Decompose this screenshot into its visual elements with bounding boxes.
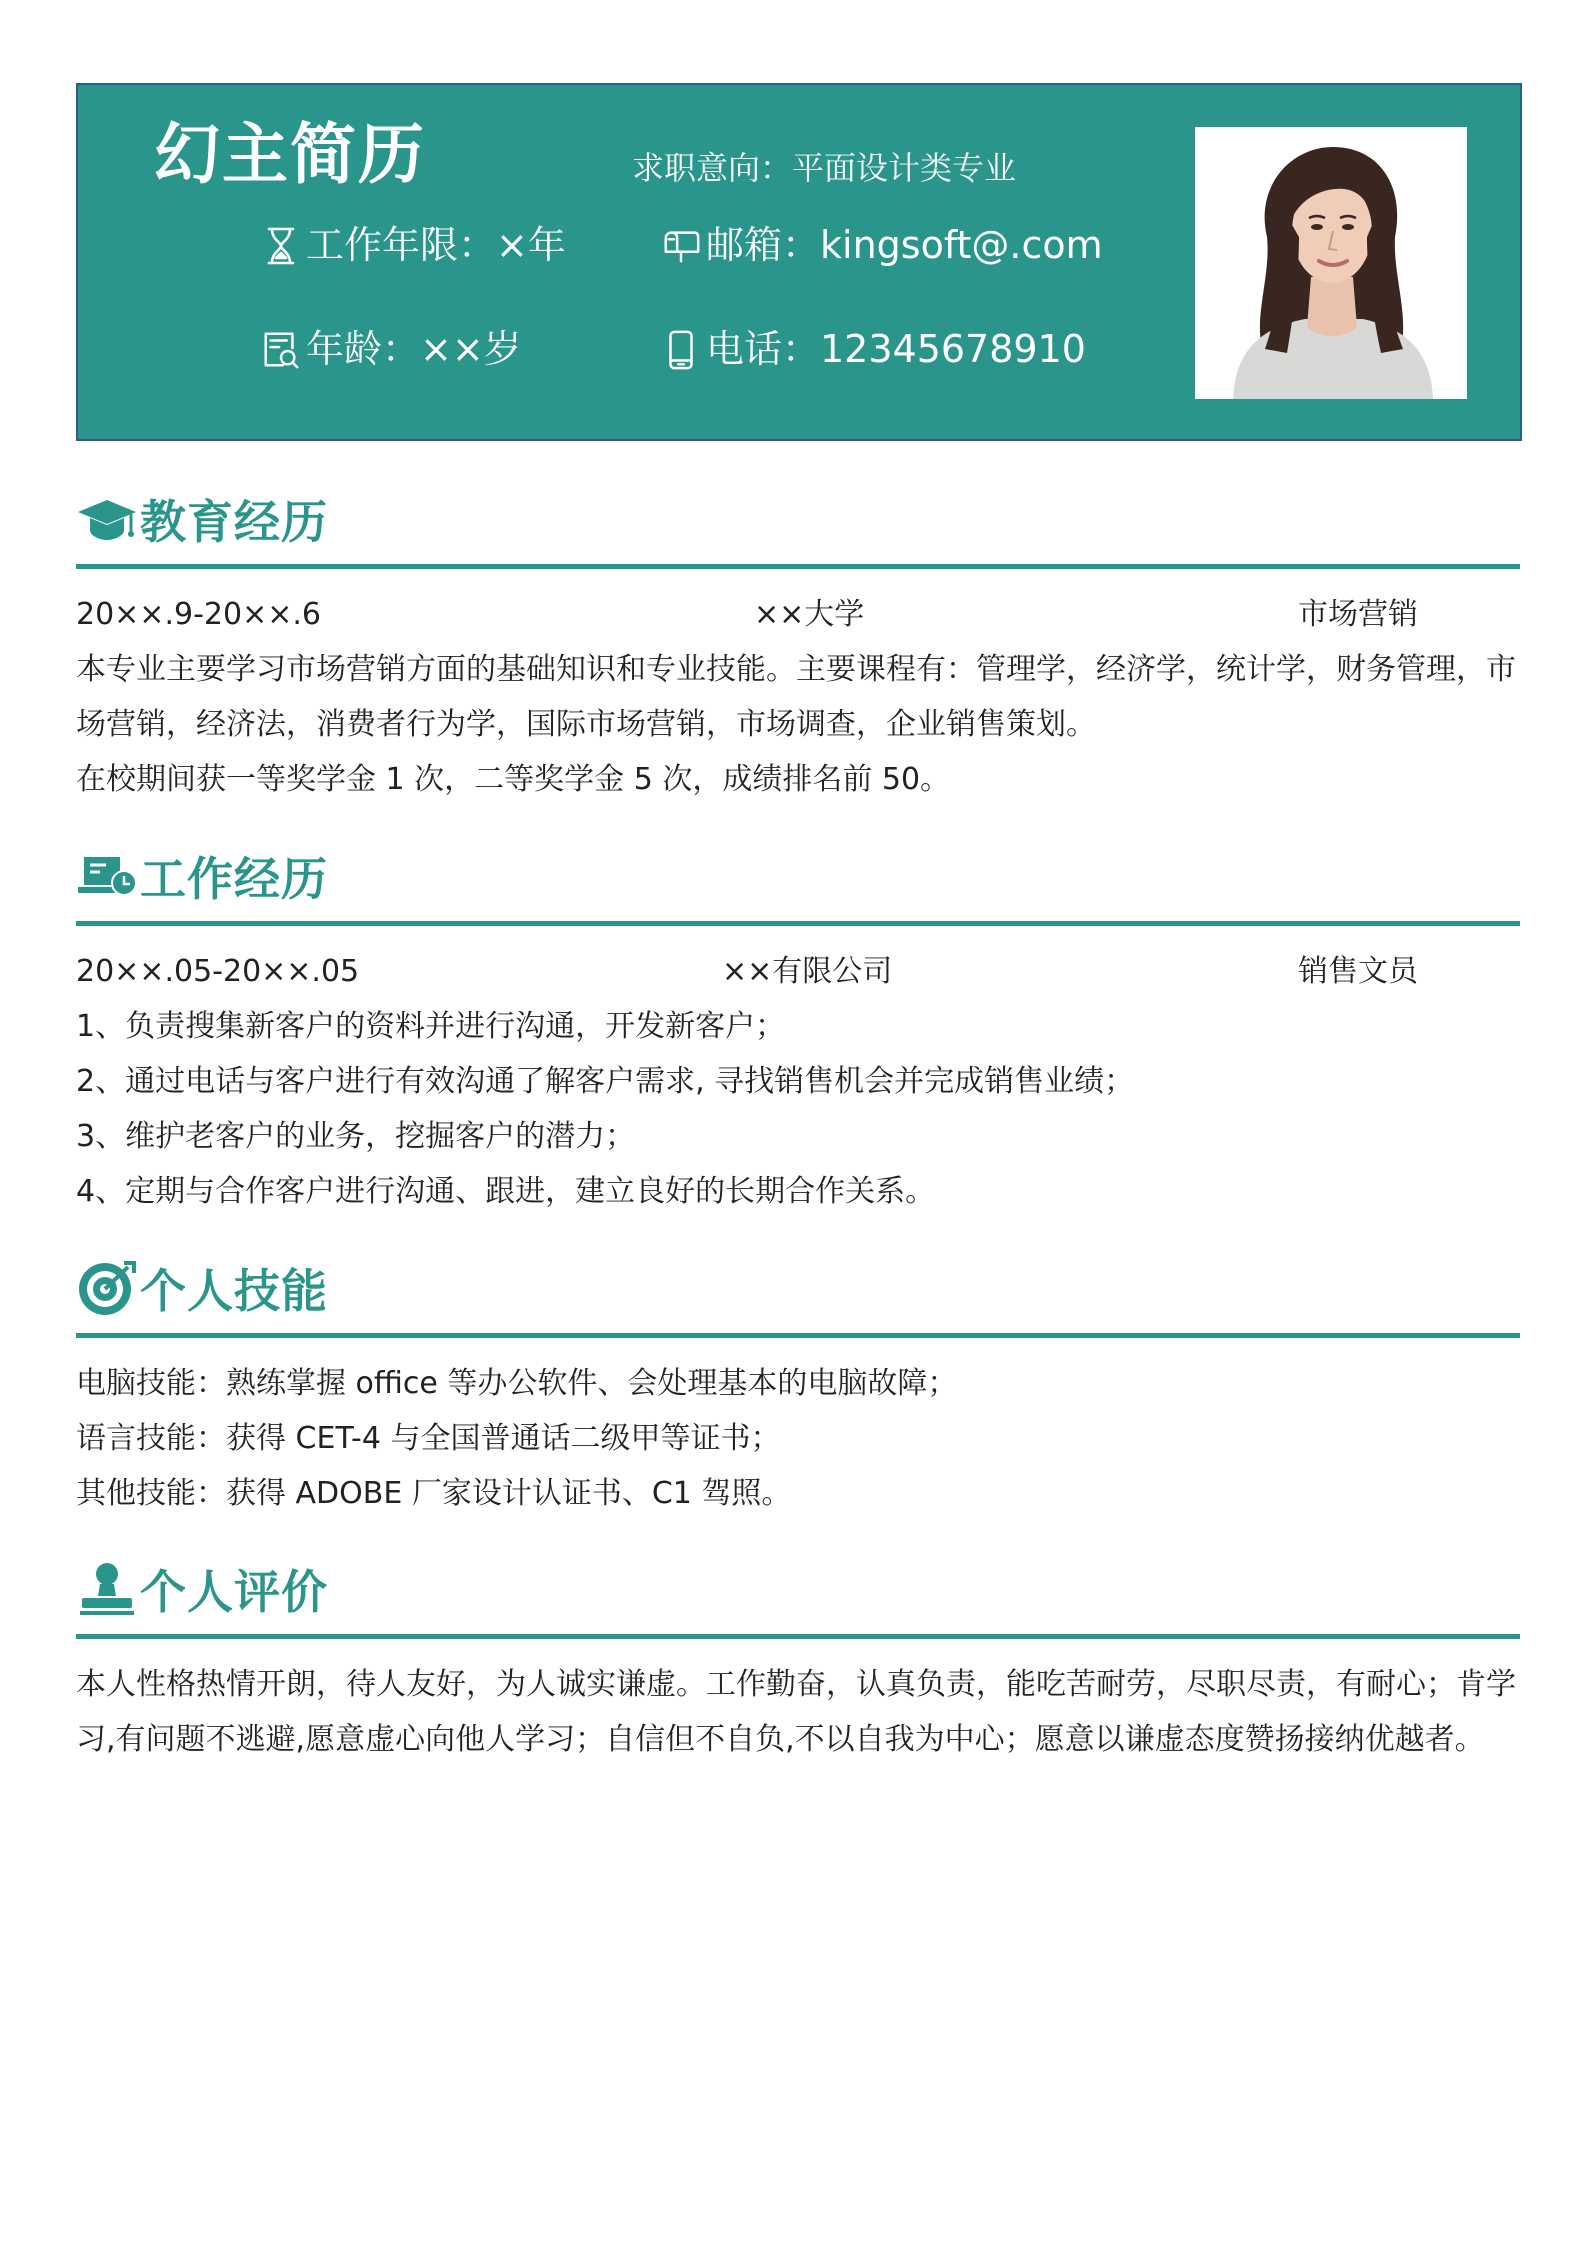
- evaluation-heading: [76, 1554, 1520, 1624]
- resume-header: [76, 83, 1522, 441]
- skill-item: 语言技能：获得 CET-4 与全国普通话二级甲等证书；: [76, 1421, 781, 1456]
- skill-item: 电脑技能：熟练掌握 office 等办公软件、会处理基本的电脑故障；: [76, 1366, 958, 1401]
- work-body: [76, 944, 1520, 1219]
- work-years-text: 工作年限：×年: [306, 223, 566, 267]
- skills-title: 个人技能: [140, 1264, 328, 1318]
- work-period: 20××.05-20××.05: [76, 954, 360, 989]
- work-position: 销售文员: [1298, 954, 1418, 989]
- education-heading: [76, 484, 1520, 554]
- skills-divider: [76, 1333, 1520, 1338]
- work-company: ××有限公司: [722, 954, 893, 989]
- email-item: [660, 223, 1103, 269]
- phone-icon: [660, 328, 702, 372]
- evaluation-text: 本人性格热情开朗，待人友好，为人诚实谦虚。工作勤奋，认真负责，能吃苦耐劳，尽职尽责，有耐心；肯学习,有问题不逃避,愿意虚心向他人学习；自信但不自负,不以自我为中心；愿意以谦虚态度赞扬接纳优越者。: [76, 1667, 1516, 1757]
- user-stamp-icon: [76, 1560, 138, 1618]
- mailbox-icon: [660, 224, 702, 268]
- profile-photo: [1195, 127, 1467, 399]
- education-awards: 在校期间获一等奖学金 1 次，二等奖学金 5 次，成绩排名前 50。: [76, 762, 951, 797]
- education-major: 市场营销: [1298, 597, 1418, 632]
- evaluation-body: [76, 1657, 1520, 1767]
- education-divider: [76, 564, 1520, 569]
- graduation-cap-icon: [76, 490, 138, 548]
- work-heading: [76, 841, 1520, 911]
- email-text: 邮箱：kingsoft@.com: [706, 223, 1103, 267]
- target-icon: [76, 1259, 138, 1317]
- age-text: 年龄：××岁: [306, 327, 522, 371]
- education-period: 20××.9-20××.6: [76, 597, 321, 632]
- skills-body: [76, 1356, 1520, 1521]
- work-divider: [76, 921, 1520, 926]
- evaluation-divider: [76, 1634, 1520, 1639]
- work-duty-item: 1、负责搜集新客户的资料并进行沟通，开发新客户；: [76, 1009, 786, 1044]
- education-summary-row: [76, 587, 1520, 642]
- job-intent: 求职意向：平面设计类专业: [632, 149, 1017, 187]
- work-summary-row: [76, 944, 1520, 999]
- education-title: 教育经历: [140, 495, 328, 549]
- resume-title: 幻主简历: [154, 116, 426, 193]
- education-body: [76, 587, 1520, 807]
- skill-item: 其他技能：获得 ADOBE 厂家设计认证书、C1 驾照。: [76, 1476, 792, 1511]
- education-school: ××大学: [754, 597, 865, 632]
- work-duty-item: 4、定期与合作客户进行沟通、跟进，建立良好的长期合作关系。: [76, 1174, 936, 1209]
- evaluation-section: [76, 1554, 1520, 1767]
- education-section: [76, 484, 1520, 807]
- work-title: 工作经历: [140, 852, 328, 906]
- id-search-icon: [260, 328, 302, 372]
- phone-text: 电话：12345678910: [706, 327, 1086, 371]
- evaluation-title: 个人评价: [140, 1565, 328, 1619]
- skills-heading: [76, 1253, 1520, 1323]
- work-years-item: [260, 223, 566, 269]
- education-description: 本专业主要学习市场营销方面的基础知识和专业技能。主要课程有：管理学，经济学，统计学，财务管理，市场营销，经济法，消费者行为学，国际市场营销，市场调查，企业销售策划。: [76, 652, 1516, 742]
- skills-section: [76, 1253, 1520, 1521]
- work-duty-item: 2、通过电话与客户进行有效沟通了解客户需求, 寻找销售机会并完成销售业绩；: [76, 1064, 1135, 1099]
- phone-item: [660, 327, 1086, 373]
- hourglass-icon: [260, 224, 302, 268]
- work-section: [76, 841, 1520, 1219]
- work-duty-item: 3、维护老客户的业务，挖掘客户的潜力；: [76, 1119, 636, 1154]
- laptop-clock-icon: [76, 847, 138, 905]
- age-item: [260, 327, 522, 373]
